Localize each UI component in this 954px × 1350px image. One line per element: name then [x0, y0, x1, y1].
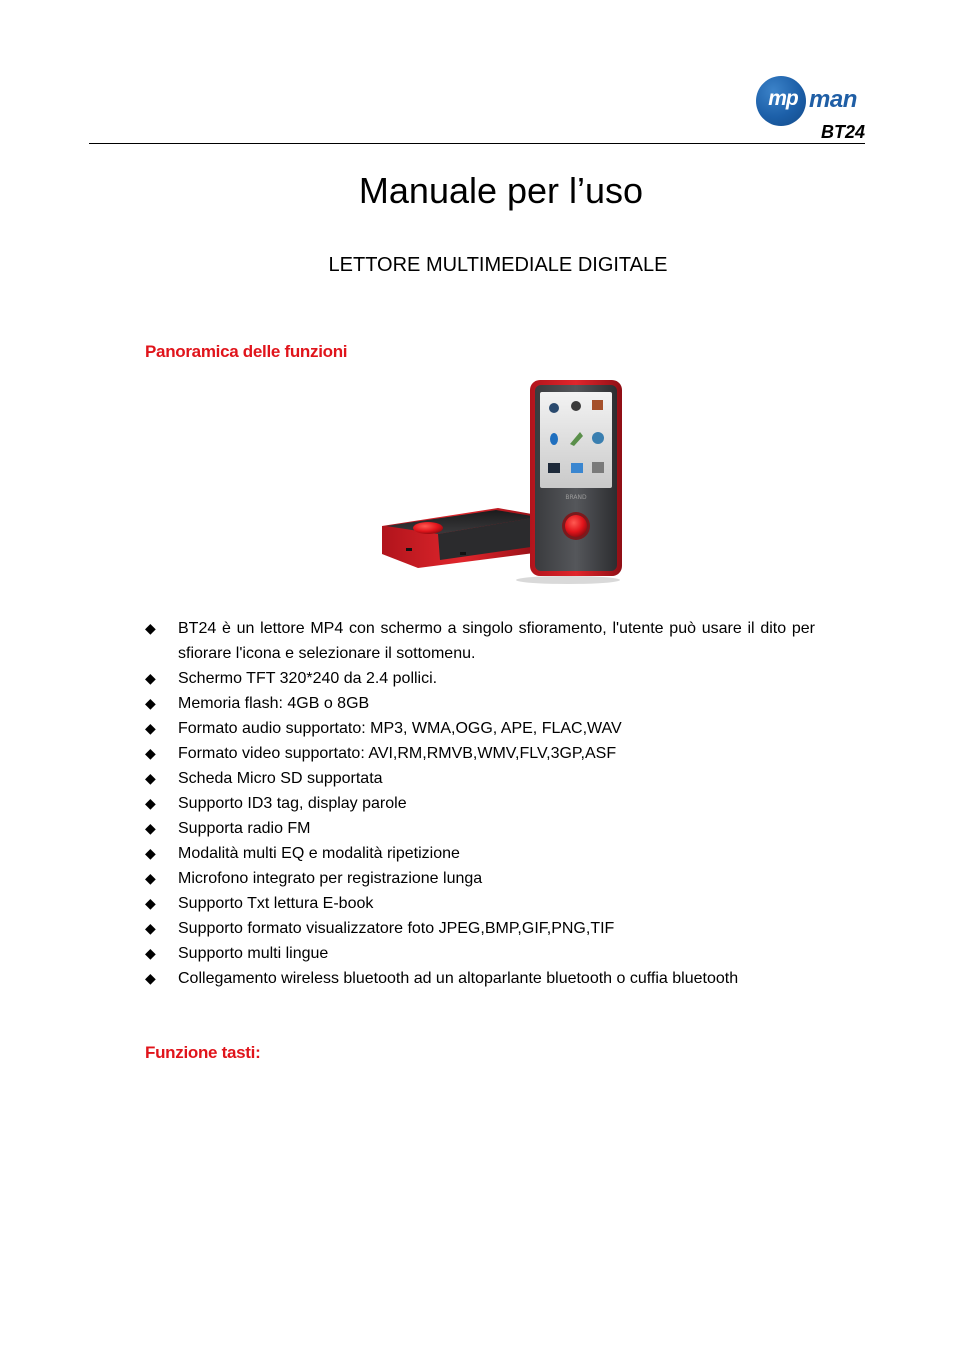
black-diamond-icon: ◆: [145, 945, 156, 961]
page-title: Manuale per l’uso: [358, 170, 644, 211]
feature-text: Supporta radio FM: [178, 820, 311, 837]
page-subtitle: LETTORE MULTIMEDIALE DIGITALE: [328, 254, 668, 276]
features-list: [145, 616, 815, 991]
product-image: [378, 376, 624, 586]
logo-mp-text: mp: [768, 87, 798, 110]
mp4-player-icon: [378, 376, 624, 586]
black-diamond-icon: ◆: [145, 720, 156, 736]
black-diamond-icon: ◆: [145, 770, 156, 786]
header-divider: [89, 143, 865, 144]
list-item: [145, 816, 815, 841]
feature-text: Microfono integrato per registrazione lunga: [178, 870, 483, 887]
list-item: [145, 916, 815, 941]
black-diamond-icon: ◆: [145, 970, 156, 986]
list-item: [145, 666, 815, 691]
list-item: [145, 716, 815, 741]
feature-text: Collegamento wireless bluetooth ad un altoparlante bluetooth o cuffia bluetooth: [178, 970, 739, 987]
black-diamond-icon: ◆: [145, 795, 156, 811]
section-heading-overview: Panoramica delle funzioni: [145, 342, 348, 361]
list-item: [145, 966, 815, 991]
feature-text: Supporto ID3 tag, display parole: [178, 795, 407, 812]
list-item: [145, 691, 815, 716]
black-diamond-icon: ◆: [145, 820, 156, 836]
black-diamond-icon: ◆: [145, 745, 156, 761]
black-diamond-icon: ◆: [145, 845, 156, 861]
black-diamond-icon: ◆: [145, 670, 156, 686]
list-item: [145, 741, 815, 766]
list-item: [145, 791, 815, 816]
section-heading-buttons: Funzione tasti:: [145, 1043, 261, 1062]
list-item: [145, 891, 815, 916]
feature-text: Supporto Txt lettura E-book: [178, 895, 374, 912]
brand-screen-label: BRAND: [565, 494, 587, 501]
model-name: BT24: [820, 122, 865, 142]
feature-text: Supporto multi lingue: [178, 945, 329, 962]
feature-text: Memoria flash: 4GB o 8GB: [178, 695, 370, 712]
feature-text: Formato audio supportato: MP3, WMA,OGG, APE, FLAC,WAV: [178, 720, 622, 737]
list-item: [145, 941, 815, 966]
list-item: [145, 766, 815, 791]
logo-man-text: man: [809, 86, 857, 113]
black-diamond-icon: ◆: [145, 870, 156, 886]
list-item: [145, 616, 815, 666]
feature-text: BT24 è un lettore MP4 con schermo a singolo sfioramento, l'utente può usare il dito per sfiorare l'icona e selezionare il sottomenu.: [178, 620, 815, 662]
black-diamond-icon: ◆: [145, 620, 156, 636]
list-item: [145, 841, 815, 866]
feature-text: Modalità multi EQ e modalità ripetizione: [178, 845, 460, 862]
black-diamond-icon: ◆: [145, 920, 156, 936]
brand-logo: [756, 76, 868, 126]
black-diamond-icon: ◆: [145, 695, 156, 711]
list-item: [145, 866, 815, 891]
feature-text: Schermo TFT 320*240 da 2.4 pollici.: [178, 670, 438, 687]
feature-text: Scheda Micro SD supportata: [178, 770, 383, 787]
feature-text: Formato video supportato: AVI,RM,RMVB,WMV,FLV,3GP,ASF: [178, 745, 617, 762]
black-diamond-icon: ◆: [145, 895, 156, 911]
feature-text: Supporto formato visualizzatore foto JPEG,BMP,GIF,PNG,TIF: [178, 920, 615, 937]
